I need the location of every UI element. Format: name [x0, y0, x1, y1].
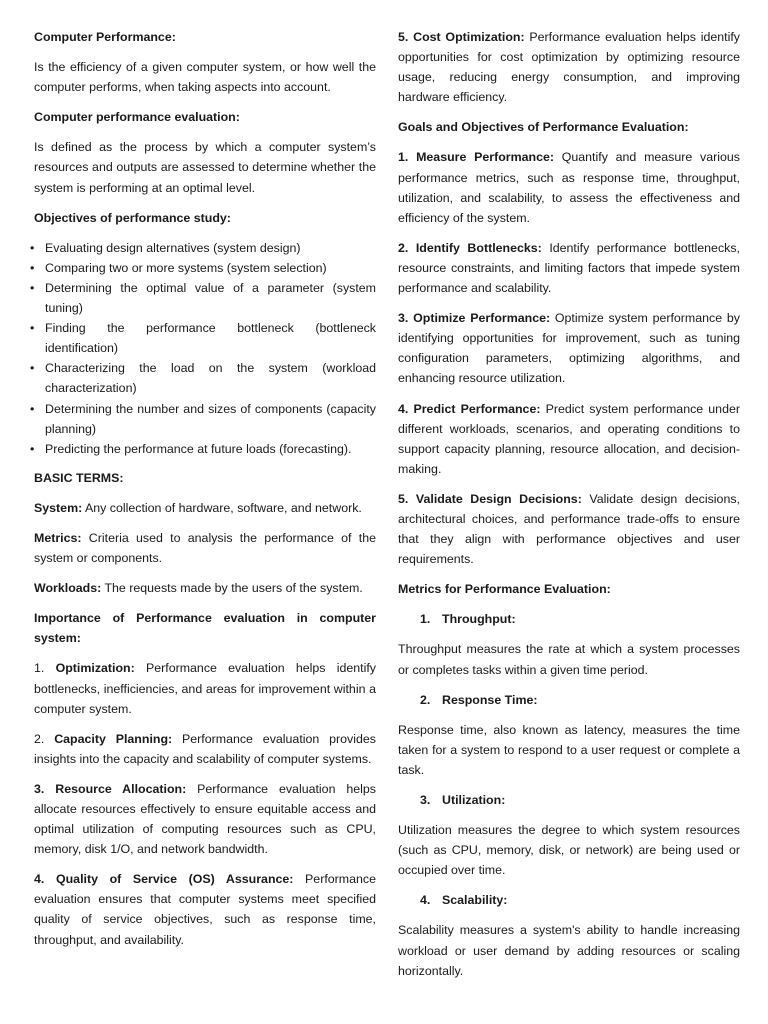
item-desc: Performance evaluation helps identify bottlenecks, inefficiencies, and areas for improvement within a computer system. — [34, 661, 376, 716]
item-number: 3. — [398, 311, 409, 326]
item-term: Measure Performance: — [416, 150, 554, 165]
item-term: Optimize Performance: — [413, 311, 551, 326]
heading-performance-evaluation: Computer performance evaluation: — [34, 110, 240, 125]
item-desc: Validate design decisions, architectural choices, and performance trade-offs to ensure that they align with performance objectives and user requirements. — [398, 491, 740, 567]
item-term: Validate Design Decisions: — [415, 491, 582, 506]
importance-item-resource-allocation — [34, 779, 376, 859]
term-label: Workloads: — [34, 581, 102, 596]
item-number: 1. — [420, 612, 431, 627]
list-item: • Comparing two or more systems (system selection) — [34, 258, 376, 278]
item-number: 3. — [420, 793, 431, 807]
metric-desc-scalability: Scalability measures a system's ability to handle increasing workload or user demand by adding resources or scaling horizontally. — [398, 923, 740, 978]
item-term: Quality of Service (OS) Assurance: — [55, 872, 294, 887]
definition-computer-performance: Is the efficiency of a given computer system, or how well the computer performs, when taking aspects into account. — [34, 60, 376, 95]
term-system — [34, 498, 376, 518]
heading-goals: Goals and Objectives of Performance Evaluation: — [398, 120, 689, 135]
item-term: Optimization: — [55, 661, 135, 676]
metric-title: Throughput: — [442, 612, 516, 627]
metric-heading-utilization — [398, 790, 740, 810]
metric-desc-utilization: Utilization measures the degree to which system resources (such as CPU, memory, disk, or network) are being used or occupied over time. — [398, 823, 740, 878]
term-workloads — [34, 578, 376, 598]
metric-title: Scalability: — [442, 893, 508, 908]
item-desc: Performance evaluation ensures that computer systems meet specified quality of service objectives, such as response time, throughput, and availability. — [34, 872, 376, 947]
term-metrics — [34, 528, 376, 568]
metric-heading-throughput — [398, 609, 740, 629]
right-column — [398, 27, 740, 991]
item-number: 4. — [398, 401, 409, 416]
heading-importance: Importance of Performance evaluation in computer system: — [34, 611, 376, 646]
list-item: • Characterizing the load on the system (workload characterization) — [34, 358, 376, 398]
goal-item — [398, 489, 740, 569]
term-desc: Criteria used to analysis the performance of the system or components. — [34, 530, 376, 566]
importance-item-qos — [34, 869, 376, 949]
item-desc: Identify performance bottlenecks, resource constraints, and limiting factors that impede system performance and scalability. — [398, 240, 740, 296]
item-number: 5. — [398, 30, 409, 44]
importance-item-optimization — [34, 658, 376, 718]
list-item: • Finding the performance bottleneck (bottleneck identification) — [34, 318, 376, 358]
item-term: Cost Optimization: — [413, 30, 525, 44]
heading-objectives: Objectives of performance study: — [34, 210, 231, 225]
item-term: Resource Allocation: — [55, 781, 187, 796]
left-column — [34, 27, 376, 960]
item-number: 2. — [420, 692, 431, 707]
goal-item — [398, 147, 740, 227]
item-desc: Performance evaluation helps identify opportunities for cost optimization by optimizing resource usage, reducing energy consumption, and improving hardware efficiency. — [398, 30, 740, 105]
item-number: 2. — [34, 731, 45, 746]
metric-heading-scalability — [398, 890, 740, 910]
metric-title: Utilization: — [442, 793, 506, 807]
item-number: 1. — [34, 661, 45, 676]
goal-item — [398, 308, 740, 388]
metric-heading-response-time — [398, 690, 740, 710]
definition-performance-evaluation: Is defined as the process by which a computer system’s resources and outputs are assessed to determine whether the system is performing at an optimal level. — [34, 140, 376, 195]
item-number: 4. — [420, 893, 431, 908]
item-term: Identify Bottlenecks: — [415, 240, 542, 255]
metric-title: Response Time: — [442, 692, 538, 707]
item-number: 4. — [34, 872, 45, 887]
item-desc: Quantify and measure various performance metrics, such as response time, throughput, utilization, and scalability, to assess the effectiveness and efficiency of the system. — [398, 150, 740, 225]
list-item: • Predicting the performance at future loads (forecasting). — [34, 439, 376, 459]
heading-computer-performance: Computer Performance: — [34, 30, 176, 44]
term-label: System: — [34, 500, 83, 515]
item-number: 5. — [398, 491, 409, 506]
metric-desc-response-time: Response time, also known as latency, measures the time taken for a system to respond to a user request or complete a task. — [398, 722, 740, 777]
term-desc: The requests made by the users of the system. — [104, 581, 363, 596]
list-item: • Evaluating design alternatives (system design) — [34, 238, 376, 258]
item-desc: Optimize system performance by identifying opportunities for improvement, such as tuning configuration parameters, optimizing algorithms, and enhancing resource utilization. — [398, 311, 740, 386]
term-label: Metrics: — [34, 530, 82, 545]
list-item: • Determining the optimal value of a parameter (system tuning) — [34, 278, 376, 318]
item-term: Capacity Planning: — [54, 731, 173, 746]
objectives-list — [34, 238, 376, 459]
item-term: Predict Performance: — [413, 401, 541, 416]
importance-item-capacity-planning — [34, 729, 376, 769]
goal-item — [398, 399, 740, 479]
item-number: 1. — [398, 150, 409, 165]
item-number: 3. — [34, 781, 45, 796]
heading-basic-terms: BASIC TERMS: — [34, 470, 124, 485]
term-desc: Any collection of hardware, software, and network. — [84, 500, 362, 515]
heading-metrics: Metrics for Performance Evaluation: — [398, 582, 611, 597]
item-desc: Performance evaluation provides insights into the capacity and scalability of computer systems. — [34, 731, 376, 766]
item-desc: Performance evaluation helps allocate resources effectively to ensure equitable access and optimal utilization of computing resources such as CPU, memory, disk 1/O, and network bandwidth. — [34, 781, 376, 857]
metric-desc-throughput: Throughput measures the rate at which a system processes or completes tasks within a given time period. — [398, 642, 740, 677]
importance-item-cost-optimization — [398, 27, 740, 107]
list-item: • Determining the number and sizes of components (capacity planning) — [34, 399, 376, 439]
item-number: 2. — [398, 240, 409, 255]
goal-item — [398, 238, 740, 298]
item-desc: Predict system performance under different workloads, scenarios, and operating conditions to support capacity planning, resource allocation, and decision-making. — [398, 401, 740, 476]
